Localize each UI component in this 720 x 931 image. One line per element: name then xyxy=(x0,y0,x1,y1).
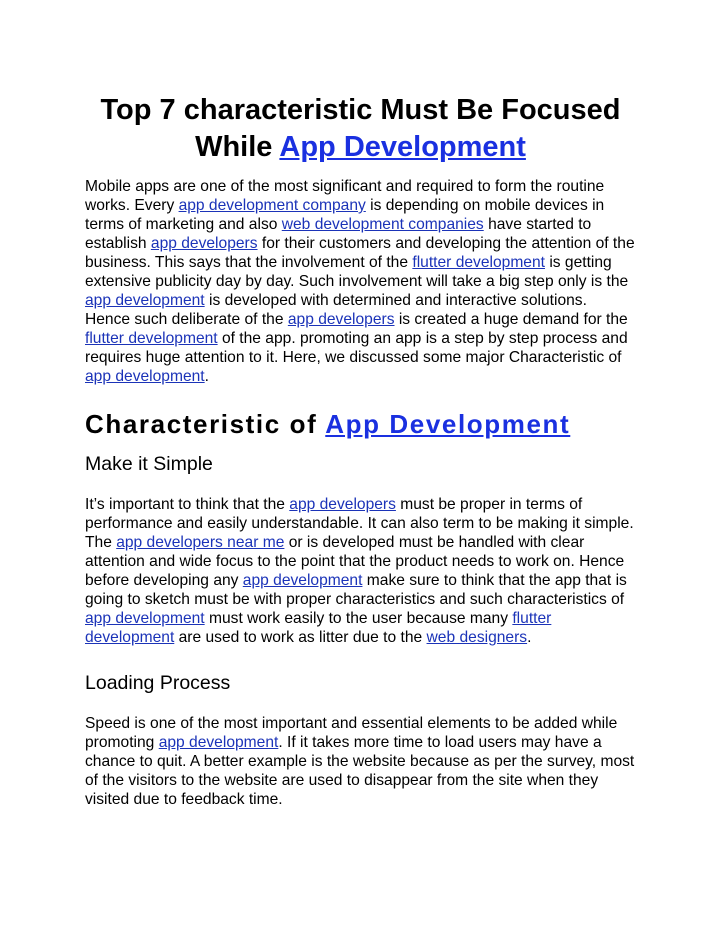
make-it-simple-paragraph xyxy=(85,495,636,647)
app-developers-near-me-link[interactable]: app developers near me xyxy=(116,534,285,551)
body-text: make sure to think that the app that is going to sketch must be with proper characteristics and such characteristics of xyxy=(85,572,627,608)
body-text: must be proper in terms of performance and easily understandable. It can also term to be making it simple. The xyxy=(85,496,634,551)
body-text: are used to work as litter due to the xyxy=(174,629,427,646)
loading-process-paragraph xyxy=(85,714,636,809)
body-text: . xyxy=(527,629,532,646)
title-line-1: Top 7 characteristic Must Be Focused xyxy=(100,94,621,126)
app-developers-link[interactable]: app developers xyxy=(287,311,395,328)
title-app-development-link[interactable]: App Development xyxy=(279,131,526,163)
body-text: or is developed must be handled with clear attention and wide focus to the point that the product needs to work on. Hence before developing any xyxy=(85,534,625,589)
app-development-link[interactable]: app development xyxy=(85,292,205,309)
title-line-2-text: While xyxy=(195,131,280,163)
intro-text: Mobile apps are one of the most significant and required to form the routine works. Every xyxy=(85,178,605,214)
body-text: It’s important to think that the xyxy=(85,496,290,513)
app-development-link[interactable]: app development xyxy=(85,610,205,627)
subheading-loading-process: Loading Process xyxy=(85,672,231,694)
app-development-link[interactable]: app development xyxy=(242,572,363,589)
flutter-development-link[interactable]: flutter development xyxy=(412,254,545,271)
app-developers-link[interactable]: app developers xyxy=(289,496,396,513)
intro-text: is depending on mobile devices in terms of marketing and also xyxy=(85,197,605,233)
intro-text: for their customers and developing the attention of the business. This says that the involvement of the xyxy=(85,235,635,271)
intro-paragraph xyxy=(85,177,636,386)
app-developers-link[interactable]: app developers xyxy=(150,235,258,252)
intro-text: of the app. promoting an app is a step by step process and requires huge attention to it. Here, we discussed some major Characteristic of xyxy=(85,330,628,366)
section-heading-app-development-link[interactable]: App Development xyxy=(325,409,571,439)
app-development-link[interactable]: app development xyxy=(158,734,279,751)
intro-text: is developed with determined and interactive solutions. Hence such deliberate of the xyxy=(85,292,587,328)
app-development-company-link[interactable]: app development company xyxy=(178,197,366,214)
section-heading xyxy=(85,408,636,440)
app-development-link[interactable]: app development xyxy=(85,368,205,385)
intro-text: have started to establish xyxy=(85,216,592,252)
body-text: Speed is one of the most important and essential elements to be added while promoting xyxy=(85,715,618,751)
web-development-companies-link[interactable]: web development companies xyxy=(281,216,484,233)
section-heading-text: Characteristic of xyxy=(85,409,326,439)
flutter-development-link[interactable]: flutter development xyxy=(85,610,552,646)
intro-text: is created a huge demand for the xyxy=(394,311,628,328)
body-text: . If it takes more time to load users may have a chance to quit. A better example is the website because as per the survey, most of the visitors to the website are used to disappear from the site when they visited due to feedback time. xyxy=(85,734,635,808)
flutter-development-link[interactable]: flutter development xyxy=(85,330,218,347)
page-title xyxy=(85,92,636,166)
intro-text: . xyxy=(204,368,209,385)
body-text: must work easily to the user because many xyxy=(204,610,513,627)
subheading-make-it-simple: Make it Simple xyxy=(85,453,213,475)
intro-text: is getting extensive publicity day by day. Such involvement will take a big step only is the xyxy=(85,254,629,290)
web-designers-link[interactable]: web designers xyxy=(426,629,528,646)
